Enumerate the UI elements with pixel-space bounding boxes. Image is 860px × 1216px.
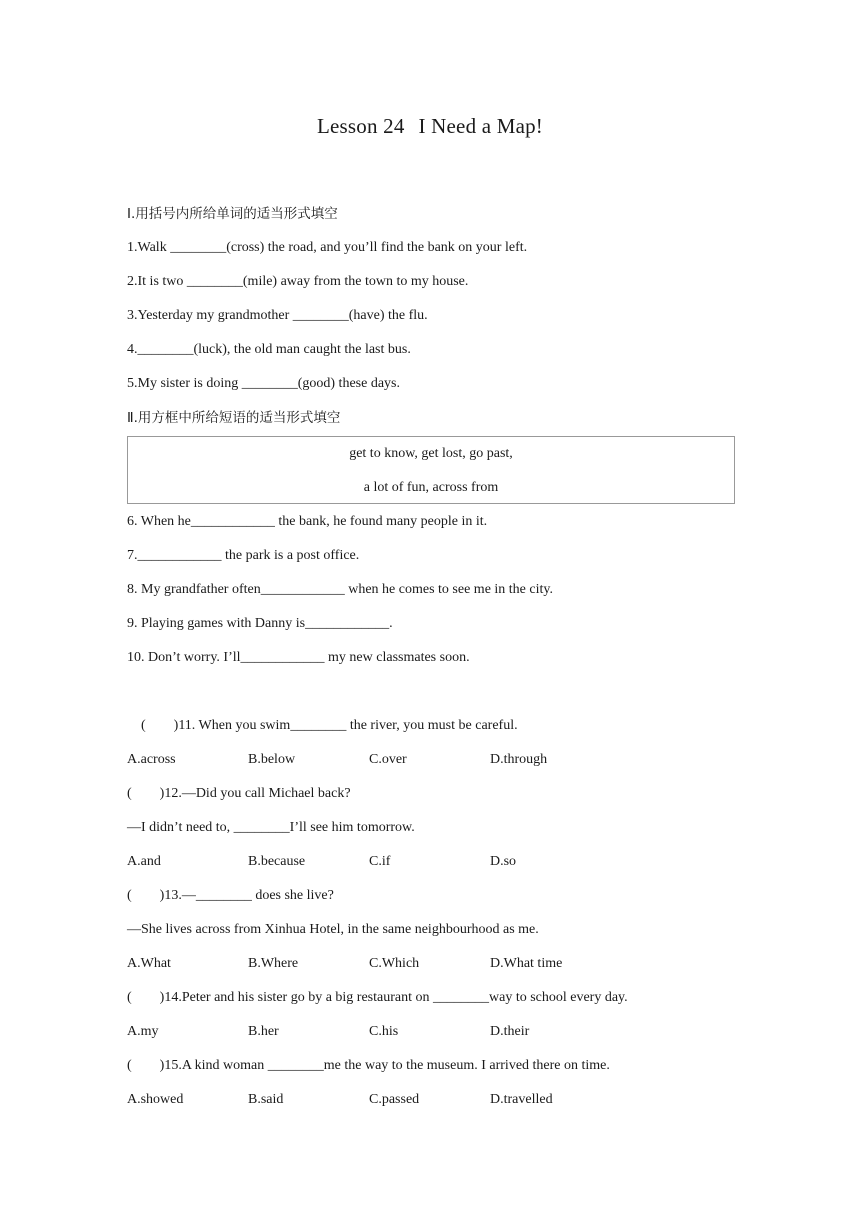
question-9: 9. Playing games with Danny is____________.: [127, 616, 393, 631]
option-a: A.my: [127, 1024, 159, 1039]
question-13-options: [127, 950, 737, 984]
section-spacer: [127, 678, 737, 712]
option-d: D.their: [490, 1024, 530, 1039]
worksheet-body: [127, 200, 737, 1120]
option-a: A.and: [127, 854, 161, 869]
question-15: ( )15.A kind woman ________me the way to the museum. I arrived there on time.: [127, 1058, 610, 1073]
question-11: ( )11. When you swim________ the river, you must be careful.: [141, 718, 518, 733]
option-d: D.travelled: [490, 1092, 553, 1107]
phrase-box: [127, 436, 735, 504]
question-7: 7.____________ the park is a post office.: [127, 548, 360, 563]
page-title: [0, 114, 860, 139]
option-b: B.her: [248, 1024, 279, 1039]
question-15-options: [127, 1086, 737, 1120]
option-a: A.across: [127, 752, 176, 767]
question-12: ( )12.—Did you call Michael back?: [127, 786, 351, 801]
question-1: 1.Walk ________(cross) the road, and you’ll find the bank on your left.: [127, 240, 528, 255]
question-13-response: —She lives across from Xinhua Hotel, in the same neighbourhood as me.: [127, 922, 539, 937]
option-b: B.Where: [248, 956, 299, 971]
question-13: ( )13.—________ does she live?: [127, 888, 334, 903]
question-12-response: —I didn’t need to, ________I’ll see him tomorrow.: [127, 820, 415, 835]
question-14-options: [127, 1018, 737, 1052]
question-2: 2.It is two ________(mile) away from the town to my house.: [127, 274, 469, 289]
question-14: ( )14.Peter and his sister go by a big restaurant on ________way to school every day.: [127, 990, 628, 1005]
question-12-options: [127, 848, 737, 882]
question-3: 3.Yesterday my grandmother ________(have) the flu.: [127, 308, 428, 323]
question-10: 10. Don’t worry. I’ll____________ my new classmates soon.: [127, 650, 470, 665]
question-11-options: [127, 746, 737, 780]
question-5: 5.My sister is doing ________(good) these days.: [127, 376, 400, 391]
question-6: 6. When he____________ the bank, he found many people in it.: [127, 514, 488, 529]
option-b: B.said: [248, 1092, 284, 1107]
option-a: A.What: [127, 956, 171, 971]
option-b: B.because: [248, 854, 306, 869]
phrase-box-line-1: get to know, get lost, go past,: [349, 446, 513, 461]
lesson-title: I Need a Map!: [418, 114, 543, 138]
option-c: C.if: [369, 854, 391, 869]
option-a: A.showed: [127, 1092, 184, 1107]
section-1-heading: Ⅰ.用括号内所给单词的适当形式填空: [127, 206, 338, 222]
option-d: D.What time: [490, 956, 563, 971]
option-c: C.his: [369, 1024, 399, 1039]
option-c: C.passed: [369, 1092, 420, 1107]
phrase-box-line-2: a lot of fun, across from: [363, 480, 499, 495]
option-d: D.through: [490, 752, 548, 767]
option-c: C.Which: [369, 956, 420, 971]
option-c: C.over: [369, 752, 407, 767]
section-2-heading: Ⅱ.用方框中所给短语的适当形式填空: [127, 410, 341, 426]
lesson-number: Lesson 24: [316, 114, 405, 138]
question-4: 4.________(luck), the old man caught the last bus.: [127, 342, 411, 357]
option-d: D.so: [490, 854, 517, 869]
question-8: 8. My grandfather often____________ when he comes to see me in the city.: [127, 582, 553, 597]
option-b: B.below: [248, 752, 296, 767]
